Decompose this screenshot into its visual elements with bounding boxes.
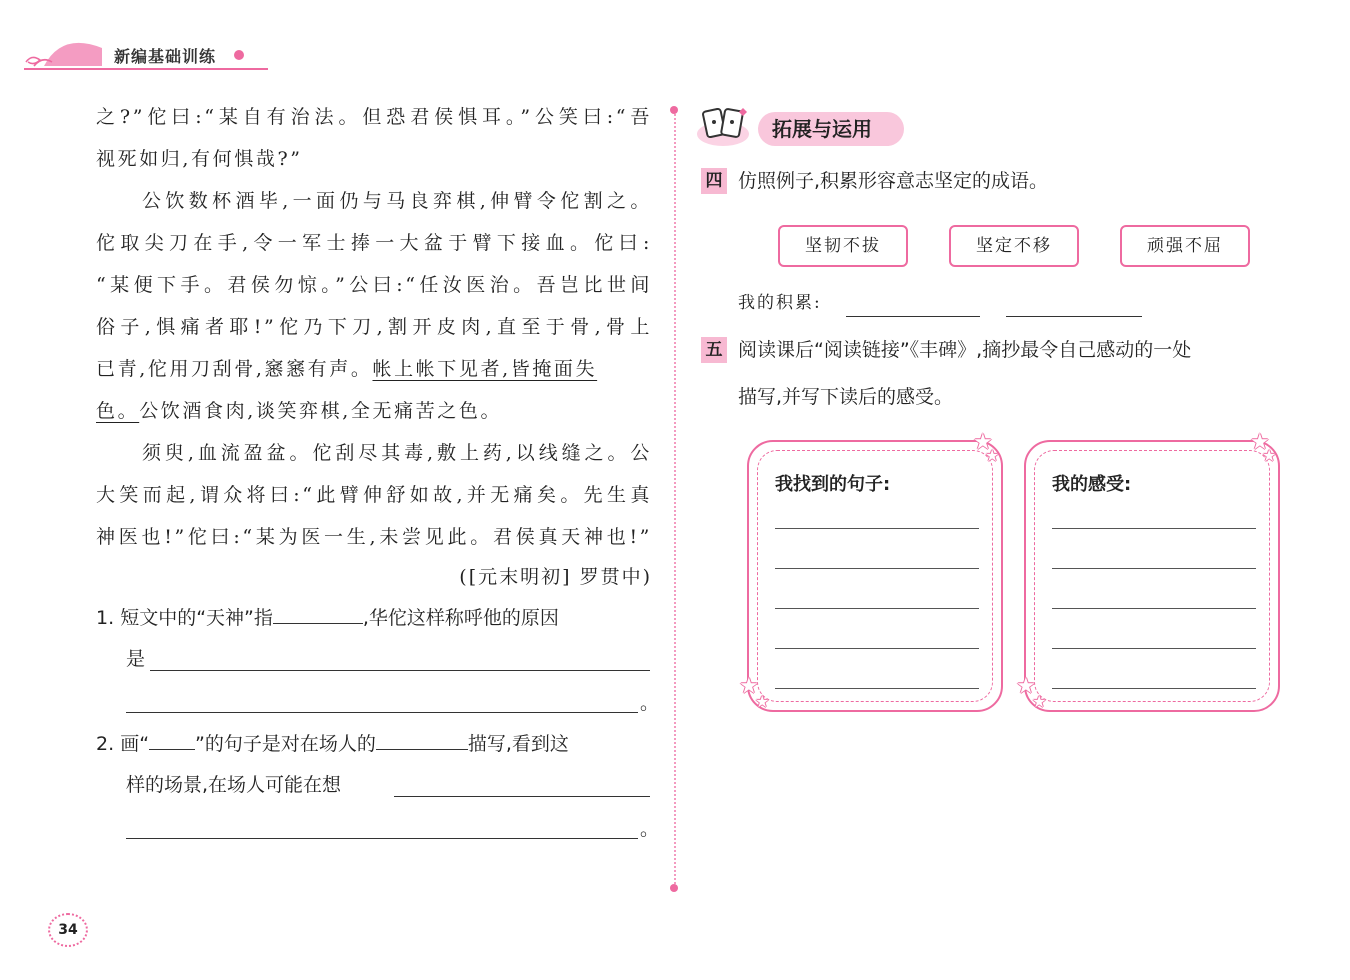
question-5-number: 五	[701, 337, 727, 363]
full-stop: 。	[640, 818, 660, 840]
books-icon	[695, 104, 757, 148]
accumulation-answer-line[interactable]	[1006, 316, 1142, 317]
passage-line: 佗取尖刀在手,令一军士捧一大盆于臂下接血。佗曰:	[96, 232, 652, 254]
accumulation-answer-line[interactable]	[846, 316, 980, 317]
question-4-number: 四	[701, 168, 727, 194]
writing-line[interactable]	[775, 648, 979, 649]
writing-line[interactable]	[1052, 648, 1256, 649]
passage-line: 须臾,血流盈盆。佗刮尽其毒,敷上药,以线缝之。公	[142, 442, 652, 464]
header-dot	[234, 50, 244, 60]
series-header	[22, 36, 272, 76]
question-2	[96, 730, 569, 757]
passage-line: 俗子,惧痛者耶!”佗乃下刀,割开皮肉,直至于骨,骨上	[96, 316, 652, 338]
star-icon: ★	[973, 430, 993, 455]
star-icon: ★	[1262, 446, 1277, 465]
answer-blank[interactable]	[376, 730, 468, 750]
writing-line[interactable]	[1052, 688, 1256, 689]
passage-line: 神医也!”佗曰:“某为医一生,未尝见此。君侯真天神也!”	[96, 526, 652, 548]
question-text: 画“	[120, 733, 150, 755]
passage-credit: ([元末明初] 罗贯中)	[459, 566, 652, 588]
sentence-card	[739, 430, 1003, 712]
question-text: 短文中的“天神”指	[120, 607, 273, 629]
writing-line[interactable]	[775, 688, 979, 689]
passage-line: “某便下手。君侯勿惊。”公曰:“任汝医治。吾岂比世间	[96, 274, 652, 296]
column-divider	[674, 110, 676, 888]
passage-line: 视死如归,有何惧哉?”	[96, 148, 303, 170]
question-text: ,华佗这样称呼他的原因	[362, 607, 559, 629]
question-5-prompt: 阅读课后“阅读链接”《丰碑》,摘抄最令自己感动的一处	[738, 339, 1192, 361]
answer-line[interactable]	[150, 670, 650, 671]
writing-line[interactable]	[1052, 528, 1256, 529]
question-1-continued: 是	[126, 648, 146, 670]
question-2-continued: 样的场景,在场人可能在想	[126, 774, 342, 796]
passage-line: 之?”佗曰:“某自有治法。但恐君侯惧耳。”公笑曰:“吾	[96, 106, 652, 128]
section-title: 拓展与运用	[758, 112, 904, 146]
question-4-prompt: 仿照例子,积累形容意志坚定的成语。	[738, 170, 1049, 192]
passage-line: 公饮数杯酒毕,一面仍与马良弈棋,伸臂令佗割之。	[142, 190, 652, 212]
question-number: 2.	[96, 733, 115, 755]
passage-segment: 公饮酒食肉,谈笑弈棋,全无痛苦之色。	[139, 400, 503, 422]
card-label: 我的感受:	[1052, 474, 1132, 495]
answer-line[interactable]	[126, 838, 638, 839]
star-icon: ★	[739, 674, 759, 699]
star-icon: ★	[755, 692, 770, 711]
card-label: 我找到的句子:	[775, 474, 891, 495]
underlined-sentence-end: 色。	[96, 400, 140, 422]
divider-dot-top	[670, 106, 678, 114]
star-icon: ★	[1032, 692, 1047, 711]
underlined-sentence: 帐上帐下见者,皆掩面失	[372, 358, 598, 380]
question-number: 1.	[96, 607, 115, 629]
question-text: 描写,看到这	[467, 733, 569, 755]
star-icon: ★	[1250, 430, 1270, 455]
answer-blank[interactable]	[149, 730, 195, 750]
idiom-example: 坚韧不拔	[778, 225, 908, 267]
passage-line	[96, 398, 652, 424]
passage-line	[96, 356, 656, 382]
wave-ornament-icon	[22, 36, 112, 72]
full-stop: 。	[640, 692, 660, 714]
answer-line[interactable]	[126, 712, 638, 713]
header-rule	[24, 68, 268, 70]
feeling-card	[1016, 430, 1280, 712]
passage-line: 大笑而起,谓众将曰:“此臂伸舒如故,并无痛矣。先生真	[96, 484, 652, 506]
question-5-prompt: 描写,并写下读后的感受。	[738, 386, 954, 408]
writing-line[interactable]	[775, 528, 979, 529]
star-icon: ★	[1016, 674, 1036, 699]
series-title: 新编基础训练	[114, 47, 217, 66]
page-number: 34	[48, 913, 88, 947]
question-text: ”的句子是对在场人的	[195, 733, 376, 755]
idiom-example: 坚定不移	[949, 225, 1079, 267]
writing-line[interactable]	[775, 608, 979, 609]
answer-blank[interactable]	[273, 604, 363, 624]
writing-line[interactable]	[775, 568, 979, 569]
idiom-example: 顽强不屈	[1120, 225, 1250, 267]
divider-dot-bottom	[670, 884, 678, 892]
writing-line[interactable]	[1052, 608, 1256, 609]
passage-segment: 已青,佗用刀刮骨,窸窸有声。	[96, 358, 373, 380]
answer-line[interactable]	[394, 796, 650, 797]
question-1	[96, 604, 559, 631]
star-icon: ★	[985, 446, 1000, 465]
accumulation-label: 我的积累:	[738, 293, 822, 313]
writing-line[interactable]	[1052, 568, 1256, 569]
